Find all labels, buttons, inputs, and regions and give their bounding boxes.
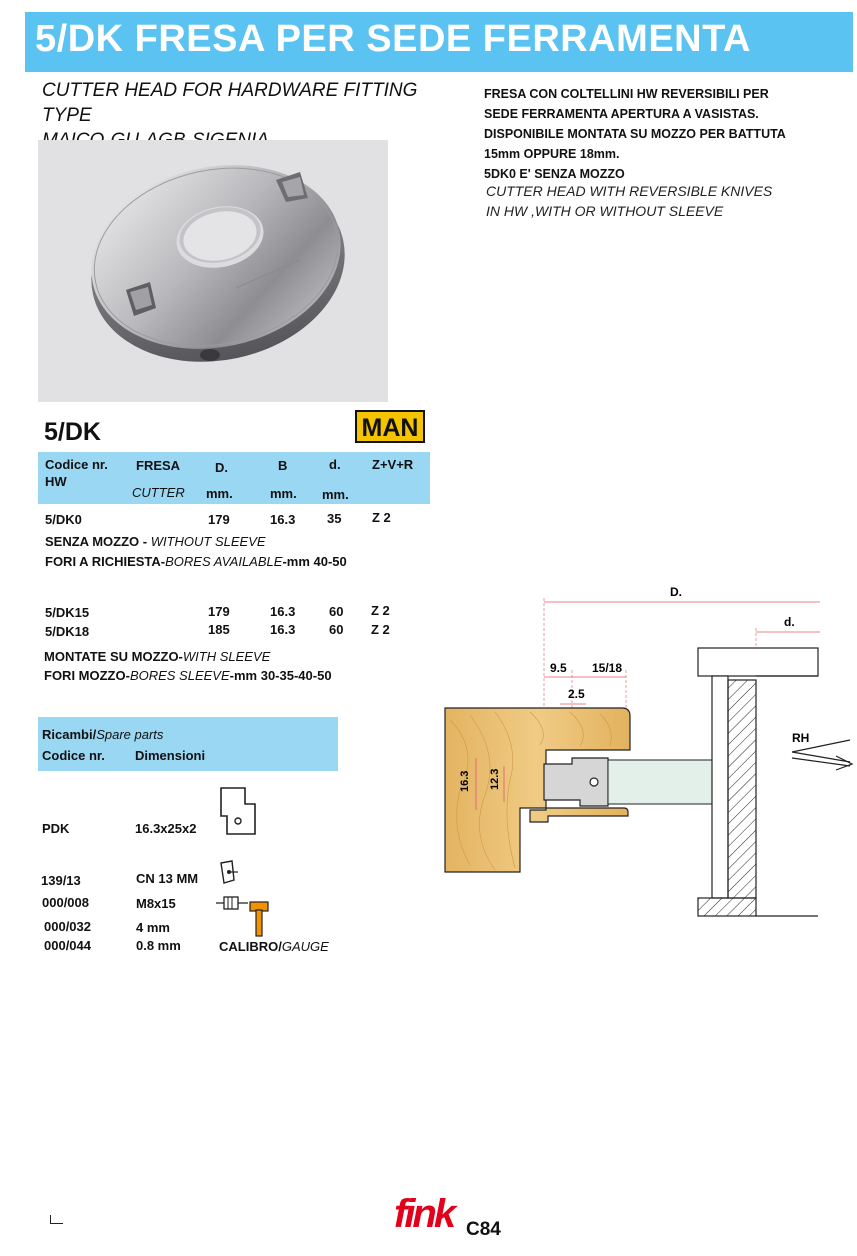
row3-code: 5/DK18 — [45, 624, 90, 639]
spare-item-032-dim: 4 mm — [136, 920, 170, 935]
th-B: B — [278, 458, 288, 473]
th-mm1: mm. — [206, 486, 233, 501]
page-number: C84 — [466, 1219, 501, 1240]
wedge-icon — [218, 860, 240, 886]
note2-mm: -mm 40-50 — [282, 554, 347, 569]
row3-D: 185 — [208, 622, 230, 637]
spare-parts-header — [38, 717, 338, 771]
spare-title — [42, 727, 163, 742]
desc-it-line3: DISPONIBILE MONTATA SU MOZZO PER BATTUTA — [484, 127, 786, 141]
spare-item-008-code: 000/008 — [42, 895, 89, 910]
note3-en: WITH SLEEVE — [182, 649, 271, 664]
row2-z: Z 2 — [371, 603, 390, 618]
note2-it: FORI A RICHIESTA- — [45, 554, 166, 569]
fink-logo: fink — [394, 1192, 454, 1236]
th-mm3: mm. — [322, 487, 349, 502]
spare-item-139-code: 139/13 — [41, 873, 81, 888]
desc-en-line1: CUTTER HEAD WITH REVERSIBLE KNIVES — [486, 183, 773, 199]
knife-insert-icon — [219, 786, 259, 838]
label-123: 12.3 — [489, 768, 501, 790]
gauge-label — [219, 939, 329, 954]
note-fori-mozzo — [44, 668, 332, 683]
screw-icon — [216, 893, 250, 913]
spare-title-it: Ricambi/ — [42, 727, 97, 742]
desc-en-line2: IN HW ,WITH OR WITHOUT SLEEVE — [486, 203, 724, 219]
spare-item-pdk-dim: 16.3x25x2 — [135, 821, 197, 836]
spare-item-008-dim: M8x15 — [136, 896, 176, 911]
hex-key-icon — [248, 900, 270, 938]
sleeve-base — [698, 898, 756, 916]
th-cutter: CUTTER — [132, 485, 185, 500]
row1-z: Z 2 — [372, 510, 391, 525]
label-rh: RH — [792, 731, 810, 745]
desc-it-line4: 15mm OPPURE 18mm. — [484, 147, 620, 161]
label-163: 16.3 — [459, 770, 471, 792]
row2-d: 60 — [329, 604, 344, 619]
spare-col-dim: Dimensioni — [135, 748, 206, 763]
man-badge: MAN — [355, 410, 425, 443]
note1-en: WITHOUT SLEEVE — [150, 534, 266, 549]
row1-D: 179 — [208, 512, 230, 527]
row3-z: Z 2 — [371, 622, 390, 637]
table-header — [38, 452, 430, 504]
spare-col-code: Codice nr. — [42, 748, 105, 763]
spare-item-044-code: 000/044 — [44, 938, 91, 953]
cutter-disc-image — [38, 140, 388, 402]
sleeve-wall — [712, 676, 728, 898]
spindle-section — [728, 680, 756, 898]
label-D: D. — [670, 585, 682, 599]
label-1518: 15/18 — [592, 661, 623, 675]
sleeve-collar — [698, 648, 818, 676]
note4-mm: -mm 30-35-40-50 — [229, 668, 332, 683]
th-codice: Codice nr. — [45, 457, 108, 472]
spare-item-044-dim: 0.8 mm — [136, 938, 181, 953]
cutter-body — [608, 760, 726, 804]
th-zvr: Z+V+R — [372, 457, 414, 472]
note3-it: MONTATE SU MOZZO- — [44, 649, 183, 664]
description-it — [484, 84, 786, 184]
page-title: 5/DK FRESA PER SEDE FERRAMENTA — [35, 18, 751, 60]
th-hw: HW — [45, 474, 67, 489]
product-photo — [38, 140, 388, 402]
label-d: d. — [784, 615, 795, 629]
title-bar — [25, 12, 853, 72]
row2-code: 5/DK15 — [45, 605, 90, 620]
th-d: d. — [329, 457, 341, 472]
corner-mark — [50, 1215, 63, 1224]
note-senza-mozzo — [45, 534, 266, 549]
spare-title-en: Spare parts — [96, 727, 164, 742]
product-code: 5/DK — [44, 418, 101, 446]
spare-item-032-code: 000/032 — [44, 919, 91, 934]
th-fresa: FRESA — [136, 458, 181, 473]
gauge-label-it: CALIBRO/ — [219, 939, 282, 954]
row3-B: 16.3 — [270, 622, 296, 637]
note1-it: SENZA MOZZO - — [45, 534, 151, 549]
label-95: 9.5 — [550, 661, 567, 675]
gauge-label-en: GAUGE — [281, 939, 329, 954]
row1-B: 16.3 — [270, 512, 296, 527]
note-fori-richiesta — [45, 554, 347, 569]
row2-B: 16.3 — [270, 604, 296, 619]
row3-d: 60 — [329, 622, 344, 637]
label-25: 2.5 — [568, 687, 585, 701]
th-D: D. — [215, 460, 228, 475]
note-montate-mozzo — [44, 649, 270, 664]
subtitle-line1: CUTTER HEAD FOR HARDWARE FITTING TYPE — [42, 80, 418, 126]
spare-item-139-dim: CN 13 MM — [136, 871, 199, 886]
row1-code: 5/DK0 — [45, 512, 82, 527]
desc-it-line2: SEDE FERRAMENTA APERTURA A VASISTAS. — [484, 107, 759, 121]
th-mm2: mm. — [270, 486, 297, 501]
row1-d: 35 — [327, 511, 342, 526]
knife-screw-hole — [590, 778, 598, 786]
note4-it: FORI MOZZO- — [44, 668, 130, 683]
desc-it-line5: 5DK0 E' SENZA MOZZO — [484, 167, 625, 181]
spare-item-pdk-code: PDK — [42, 821, 70, 836]
note2-en: BORES AVAILABLE — [165, 554, 283, 569]
description-en — [486, 181, 772, 221]
desc-it-line1: FRESA CON COLTELLINI HW REVERSIBILI PER — [484, 87, 769, 101]
note4-en: BORES SLEEVE — [129, 668, 230, 683]
technical-drawing — [440, 580, 855, 925]
row2-D: 179 — [208, 604, 230, 619]
